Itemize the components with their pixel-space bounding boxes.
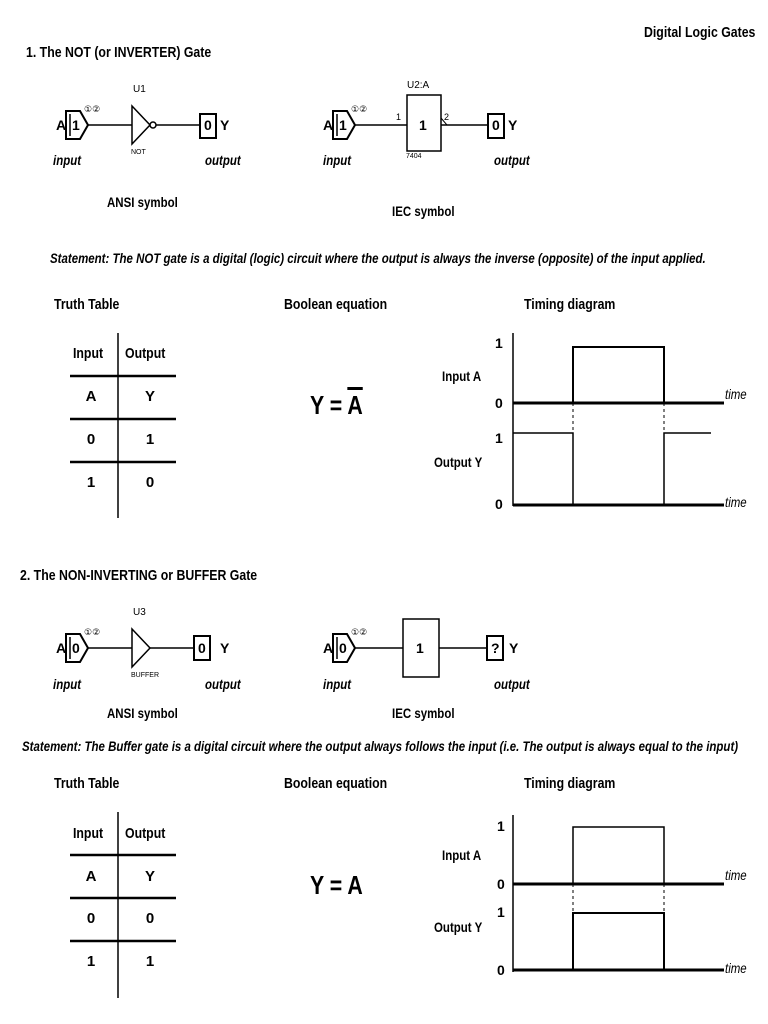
- buffer-input-wave: [573, 827, 664, 884]
- not-tt-header-output: Output: [125, 345, 166, 362]
- not-ansi-part: NOT: [131, 149, 146, 156]
- not-ansi-input-value: 1: [72, 117, 80, 133]
- not-truth-table-heading: Truth Table: [54, 296, 120, 313]
- buffer-tt-header-output: Output: [125, 825, 166, 842]
- buffer-ansi-pin-marks: ①②: [84, 627, 101, 637]
- not-ansi-output-label: output: [205, 152, 241, 168]
- buffer-tt-row-1-output: 0: [145, 910, 155, 927]
- not-iec-body-label: 1: [419, 117, 427, 133]
- buffer-iec-output-value: ?: [491, 640, 500, 656]
- not-iec-pin-out: 2: [444, 112, 450, 122]
- not-iec-output-value: 0: [492, 117, 500, 133]
- not-statement: Statement: The NOT gate is a digital (logic) circuit where the output is always the inverse (opposite) of the input applied.: [50, 250, 706, 266]
- buffer-tt-row-2-input: 1: [86, 953, 96, 970]
- not-timing-output-low: 0: [495, 496, 503, 512]
- buffer-iec-input-label: input: [323, 676, 352, 692]
- buffer-timing-time-label-1: time: [725, 867, 747, 883]
- not-tt-row-2-input: 1: [86, 474, 96, 491]
- buffer-ansi-input-label: input: [53, 676, 82, 692]
- buffer-timing-time-label-2: time: [725, 960, 747, 976]
- not-iec-output-label: output: [494, 152, 530, 168]
- buffer-ansi-output-label: output: [205, 676, 241, 692]
- not-tt-row-1-output: 1: [145, 431, 155, 448]
- buffer-tt-header-input: Input: [72, 825, 103, 842]
- not-timing-output-label: Output Y: [434, 454, 483, 470]
- buffer-timing-input-label: Input A: [442, 847, 482, 863]
- not-iec-output-name: Y: [508, 117, 518, 133]
- buffer-truth-table-heading: Truth Table: [54, 775, 120, 792]
- not-ansi-output-name: Y: [220, 117, 230, 133]
- not-timing-heading: Timing diagram: [524, 296, 616, 313]
- buffer-timing-heading: Timing diagram: [524, 775, 616, 792]
- not-eq-lhs: Y =: [310, 390, 343, 420]
- not-tt-symbol-output: Y: [144, 388, 155, 405]
- not-timing-input-label: Input A: [442, 368, 482, 384]
- buffer-boolean-equation: Y = A: [310, 870, 363, 900]
- not-iec-input-value: 1: [339, 117, 347, 133]
- not-iec-caption: IEC symbol: [392, 203, 455, 219]
- buffer-timing-output-label: Output Y: [434, 919, 483, 935]
- not-timing-time-label-1: time: [725, 386, 747, 402]
- buffer-iec-body-label: 1: [416, 640, 424, 656]
- buffer-tt-symbol-output: Y: [144, 868, 155, 885]
- not-eq-rhs: $\overline{A}$: [347, 390, 363, 420]
- not-ansi-pin-marks: ①②: [84, 104, 101, 114]
- not-timing-input-low: 0: [495, 395, 503, 411]
- buffer-timing-output-low: 0: [497, 962, 505, 978]
- buffer-ansi-input-name: A: [56, 640, 67, 656]
- buffer-iec-input-value: 0: [339, 640, 347, 656]
- buffer-timing-input-low: 0: [497, 876, 505, 892]
- buffer-boolean-heading: Boolean equation: [284, 775, 388, 792]
- buffer-iec-pin-marks: ①②: [351, 627, 368, 637]
- not-tt-symbol-input: A: [85, 388, 97, 405]
- buffer-ansi-output-name: Y: [220, 640, 230, 656]
- buffer-ansi-ref: U3: [133, 607, 146, 618]
- not-iec-pin-in: 1: [396, 112, 402, 122]
- buffer-timing-output-high: 1: [497, 904, 505, 920]
- buffer-tt-symbol-input: A: [85, 868, 97, 885]
- not-iec-part: 7404: [406, 153, 422, 160]
- buffer-iec-input-name: A: [323, 640, 334, 656]
- not-iec-input-label: input: [323, 152, 352, 168]
- not-tt-row-1-input: 0: [86, 431, 96, 448]
- not-iec-input-name: A: [323, 117, 334, 133]
- buffer-ansi-input-value: 0: [72, 640, 80, 656]
- not-timing-input-high: 1: [495, 335, 503, 351]
- buffer-iec-caption: IEC symbol: [392, 705, 455, 721]
- not-iec-ref: U2:A: [407, 80, 430, 91]
- not-tt-row-2-output: 0: [145, 474, 155, 491]
- buffer-ansi-part: BUFFER: [131, 672, 159, 679]
- not-ansi-ref: U1: [133, 84, 146, 95]
- not-section-title: 1. The NOT (or INVERTER) Gate: [26, 44, 212, 61]
- not-boolean-heading: Boolean equation: [284, 296, 388, 313]
- buffer-section-title: 2. The NON-INVERTING or BUFFER Gate: [20, 567, 258, 584]
- not-ansi-output-value: 0: [204, 117, 212, 133]
- buffer-ansi-output-value: 0: [198, 640, 206, 656]
- not-ansi-input-label: input: [53, 152, 82, 168]
- buffer-ansi-caption: ANSI symbol: [107, 705, 178, 721]
- not-iec-pin-marks: ①②: [351, 104, 368, 114]
- not-tt-header-input: Input: [72, 345, 103, 362]
- buffer-output-wave: [573, 913, 664, 970]
- buffer-iec-output-label: output: [494, 676, 530, 692]
- buffer-tt-row-2-output: 1: [145, 953, 155, 970]
- buffer-iec-output-name: Y: [509, 640, 519, 656]
- not-ansi-input-name: A: [56, 117, 67, 133]
- not-timing-time-label-2: time: [725, 494, 747, 510]
- not-timing-output-high: 1: [495, 430, 503, 446]
- buffer-tt-row-1-input: 0: [86, 910, 96, 927]
- buffer-timing-input-high: 1: [497, 818, 505, 834]
- buffer-statement: Statement: The Buffer gate is a digital circuit where the output always follows the input (i.e. The output is always equal to the input): [22, 738, 739, 754]
- not-ansi-caption: ANSI symbol: [107, 194, 178, 210]
- document-title: Digital Logic Gates: [644, 24, 756, 41]
